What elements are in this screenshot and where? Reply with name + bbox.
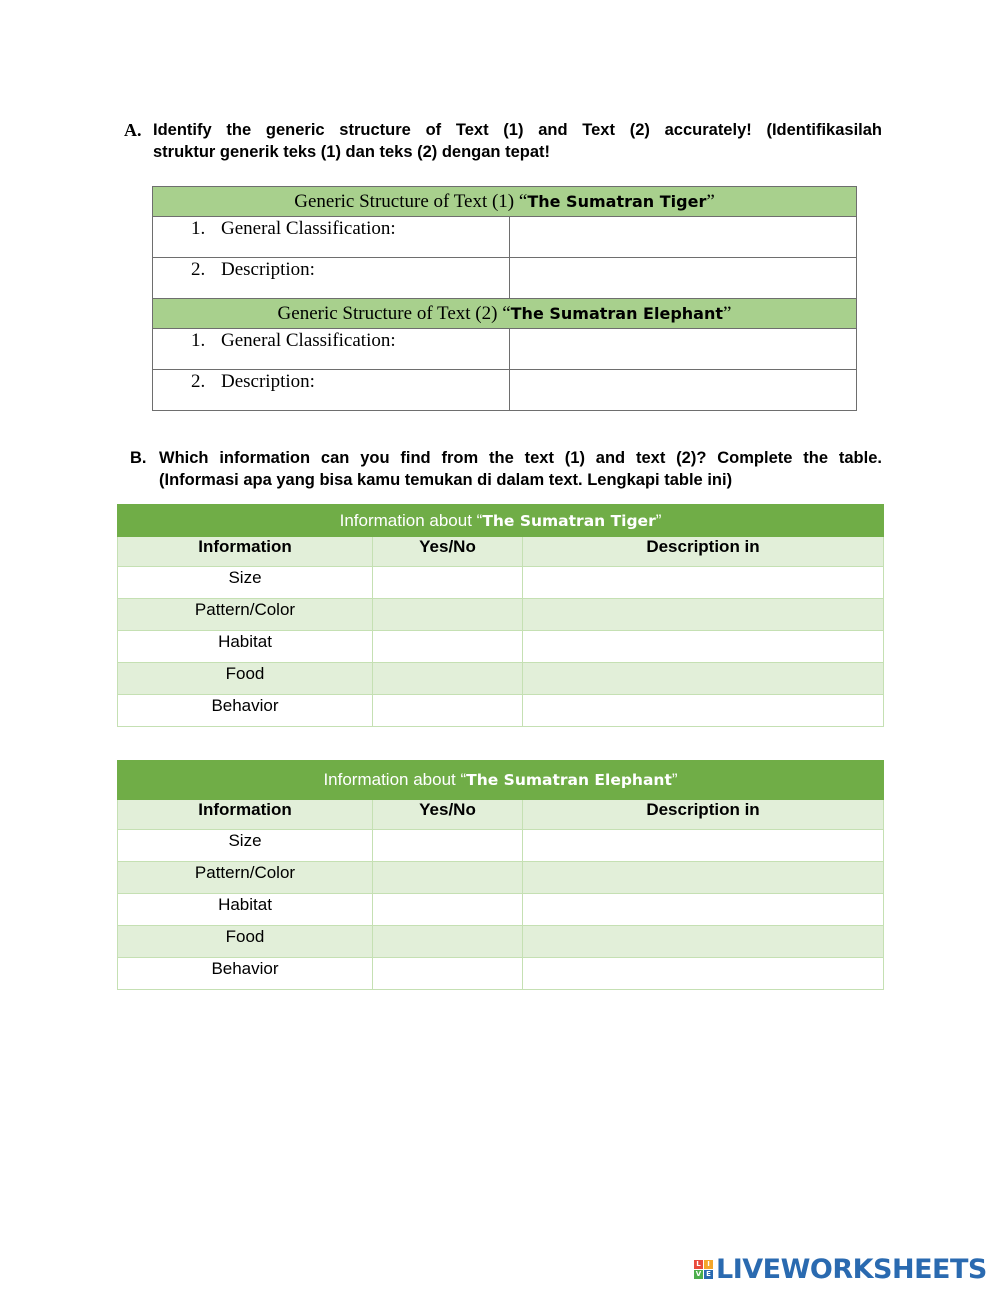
logo-cube-e: E: [704, 1270, 713, 1279]
description-cell[interactable]: [523, 926, 884, 958]
answer-cell[interactable]: [510, 329, 857, 370]
row-label: Habitat: [118, 894, 373, 926]
row-label: Food: [118, 926, 373, 958]
column-header: Yes/No: [373, 537, 523, 567]
row-label: Food: [118, 663, 373, 695]
table-row: [118, 695, 884, 727]
row-label: Behavior: [118, 695, 373, 727]
table-row: [118, 830, 884, 862]
yes-no-cell[interactable]: [373, 830, 523, 862]
row-label: Pattern/Color: [118, 862, 373, 894]
question-b-text-line2: (Informasi apa yang bisa kamu temukan di dalam text. Lengkapi table ini): [159, 471, 733, 489]
description-cell[interactable]: [523, 695, 884, 727]
table-title: Information about “The Sumatran Tiger”: [118, 505, 884, 537]
yes-no-cell[interactable]: [373, 567, 523, 599]
answer-cell[interactable]: [510, 370, 857, 411]
question-a-text-line2: struktur generik teks (1) dan teks (2) dengan tepat!: [153, 143, 551, 161]
question-b: [130, 447, 882, 491]
row-label: Pattern/Color: [118, 599, 373, 631]
row-label: Habitat: [118, 631, 373, 663]
description-cell[interactable]: [523, 958, 884, 990]
table-row: [118, 958, 884, 990]
description-cell[interactable]: [523, 599, 884, 631]
table-row: [118, 631, 884, 663]
table-row: [153, 370, 857, 411]
table-row: [118, 926, 884, 958]
logo-text: LIVEWORKSHEETS: [716, 1253, 987, 1285]
row-label: Behavior: [118, 958, 373, 990]
column-header: Yes/No: [373, 800, 523, 830]
column-header: Information: [118, 537, 373, 567]
logo-cube-v: V: [695, 1269, 702, 1278]
yes-no-cell[interactable]: [373, 631, 523, 663]
logo-cube-i: I: [704, 1260, 713, 1269]
table-title-row: [118, 505, 884, 537]
table-row: [118, 567, 884, 599]
question-a: [124, 119, 882, 163]
table-row: [153, 258, 857, 299]
description-cell[interactable]: [523, 894, 884, 926]
description-cell[interactable]: [523, 567, 884, 599]
table-title: Information about “The Sumatran Elephant”: [118, 761, 884, 800]
answer-cell[interactable]: [510, 258, 857, 299]
logo-cube-icon: [694, 1260, 713, 1279]
description-cell[interactable]: [523, 862, 884, 894]
question-a-text-line1: Identify the generic structure of Text (1) and Text (2) accurately! (Identifikasilah: [153, 121, 882, 139]
description-cell[interactable]: [523, 663, 884, 695]
table-title-row: [118, 761, 884, 800]
description-cell[interactable]: [523, 631, 884, 663]
question-a-letter: A.: [124, 120, 142, 140]
table-row: [118, 599, 884, 631]
table-row: [118, 894, 884, 926]
row-label: 1. General Classification:: [153, 329, 510, 370]
row-label: Size: [118, 567, 373, 599]
row-label: 2. Description:: [153, 370, 510, 411]
table-row: [118, 663, 884, 695]
liveworksheets-logo: [694, 1254, 987, 1284]
yes-no-cell[interactable]: [373, 663, 523, 695]
table-row: [153, 329, 857, 370]
question-b-letter: B.: [130, 449, 147, 467]
yes-no-cell[interactable]: [373, 862, 523, 894]
column-header: Description in: [523, 537, 884, 567]
table-heading-row: [153, 187, 857, 217]
column-header-row: [118, 800, 884, 830]
column-header-row: [118, 537, 884, 567]
description-cell[interactable]: [523, 830, 884, 862]
table-row: [118, 862, 884, 894]
answer-cell[interactable]: [510, 217, 857, 258]
yes-no-cell[interactable]: [373, 599, 523, 631]
yes-no-cell[interactable]: [373, 695, 523, 727]
generic-structure-table: [152, 186, 857, 411]
elephant-information-table: [117, 760, 884, 990]
row-label: Size: [118, 830, 373, 862]
yes-no-cell[interactable]: [373, 926, 523, 958]
column-header: Information: [118, 800, 373, 830]
question-b-text-line1: Which information can you find from the text (1) and text (2)? Complete the table.: [159, 449, 882, 467]
row-label: 2. Description:: [153, 258, 510, 299]
yes-no-cell[interactable]: [373, 894, 523, 926]
table-heading: Generic Structure of Text (1) “The Sumatran Tiger”: [153, 187, 857, 217]
yes-no-cell[interactable]: [373, 958, 523, 990]
column-header: Description in: [523, 800, 884, 830]
logo-cube-l: L: [694, 1260, 703, 1269]
table-row: [153, 217, 857, 258]
table-heading: Generic Structure of Text (2) “The Sumatran Elephant”: [153, 299, 857, 329]
table-heading-row: [153, 299, 857, 329]
tiger-information-table: [117, 504, 884, 727]
row-label: 1. General Classification:: [153, 217, 510, 258]
